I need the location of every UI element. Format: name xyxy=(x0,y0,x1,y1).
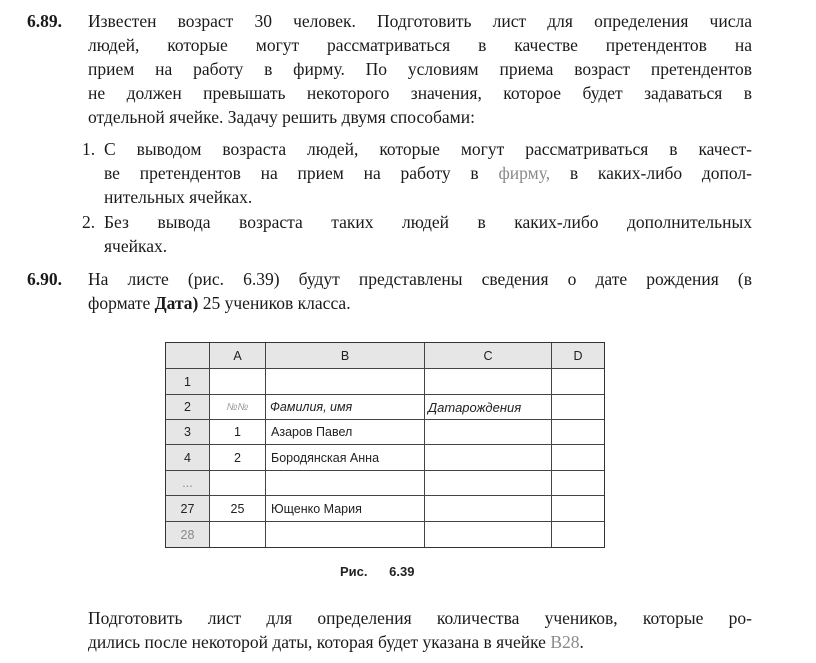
cell-a27: 25 xyxy=(210,496,266,522)
problem-690-line-1: На листе (рис. 6.39) будут представлены сведения о дате рождения (в xyxy=(88,269,752,289)
problem-690-line-2: формате Дата) 25 учеников класса. xyxy=(88,293,351,313)
cell-b1 xyxy=(266,369,425,395)
row-header: 2 xyxy=(166,395,210,420)
bottom-line-2: дились после некоторой даты, которая будет указана в ячейке B28. xyxy=(88,632,584,652)
bottom-line-1: Подготовить лист для определения количества учеников, которые ро- xyxy=(88,608,752,628)
problem-689-line-5: отдельной ячейке. Задачу решить двумя способами: xyxy=(88,107,475,127)
cell-d2 xyxy=(552,395,604,420)
corner-cell xyxy=(166,343,210,369)
item-1-number: 1. xyxy=(82,139,96,159)
problem-689-line-4: не должен превышать некоторого значения, которое будет задаваться в xyxy=(88,83,752,103)
problem-689-line-3: прием на работу в фирму. По условиям приема возраст претендентов xyxy=(88,59,752,79)
row-header-ellipsis: ... xyxy=(166,471,210,496)
row-header: 1 xyxy=(166,369,210,395)
cell-d-ellipsis xyxy=(552,471,604,496)
col-header-b: B xyxy=(266,343,425,369)
cell-a4: 2 xyxy=(210,445,266,471)
cell-b-ellipsis xyxy=(266,471,425,496)
problem-689-line-2: людей, которые могут рассматриваться в качестве претендентов на xyxy=(88,35,752,55)
cell-c4 xyxy=(425,445,552,471)
cell-b4: Бородянская Анна xyxy=(266,445,425,471)
problem-689-line-1: Известен возраст 30 человек. Подготовить лист для определения числа xyxy=(88,11,752,31)
item-1-line-1: С выводом возраста людей, которые могут рассматриваться в качест- xyxy=(104,139,752,159)
cell-c-ellipsis xyxy=(425,471,552,496)
col-header-d: D xyxy=(552,343,604,369)
cell-a-ellipsis xyxy=(210,471,266,496)
row-header: 4 xyxy=(166,445,210,471)
cell-ref-b28: B28 xyxy=(550,632,580,652)
cell-c27 xyxy=(425,496,552,522)
row-header: 27 xyxy=(166,496,210,522)
cell-d28 xyxy=(552,522,604,547)
cell-c3 xyxy=(425,420,552,445)
cell-d4 xyxy=(552,445,604,471)
item-1-line-2: ве претендентов на прием на работу в фирму, в каких-либо допол- xyxy=(104,163,752,183)
cell-c2: Датарождения xyxy=(425,395,552,420)
spreadsheet-figure xyxy=(165,342,605,548)
item-2-number: 2. xyxy=(82,212,96,232)
cell-a1 xyxy=(210,369,266,395)
row-header: 28 xyxy=(166,522,210,547)
cell-d3 xyxy=(552,420,604,445)
cell-a2: №№ xyxy=(210,395,266,420)
cell-b27: Ющенко Мария xyxy=(266,496,425,522)
problem-689-number: 6.89. xyxy=(27,11,62,31)
link-firmu: фирму, xyxy=(498,163,551,183)
cell-a3: 1 xyxy=(210,420,266,445)
row-header: 3 xyxy=(166,420,210,445)
cell-b3: Азаров Павел xyxy=(266,420,425,445)
col-header-c: C xyxy=(425,343,552,369)
item-2-line-1: Без вывода возраста таких людей в каких-либо дополнительных xyxy=(104,212,752,232)
cell-c28 xyxy=(425,522,552,547)
cell-c1 xyxy=(425,369,552,395)
item-2-line-2: ячейках. xyxy=(104,236,168,256)
cell-b2: Фамилия, имя xyxy=(266,395,425,420)
col-header-a: A xyxy=(210,343,266,369)
cell-b28 xyxy=(266,522,425,547)
item-1-line-3: нительных ячейках. xyxy=(104,187,253,207)
cell-d27 xyxy=(552,496,604,522)
cell-a28 xyxy=(210,522,266,547)
cell-d1 xyxy=(552,369,604,395)
problem-690-number: 6.90. xyxy=(27,269,62,289)
figure-caption: Рис. 6.39 xyxy=(340,564,415,579)
